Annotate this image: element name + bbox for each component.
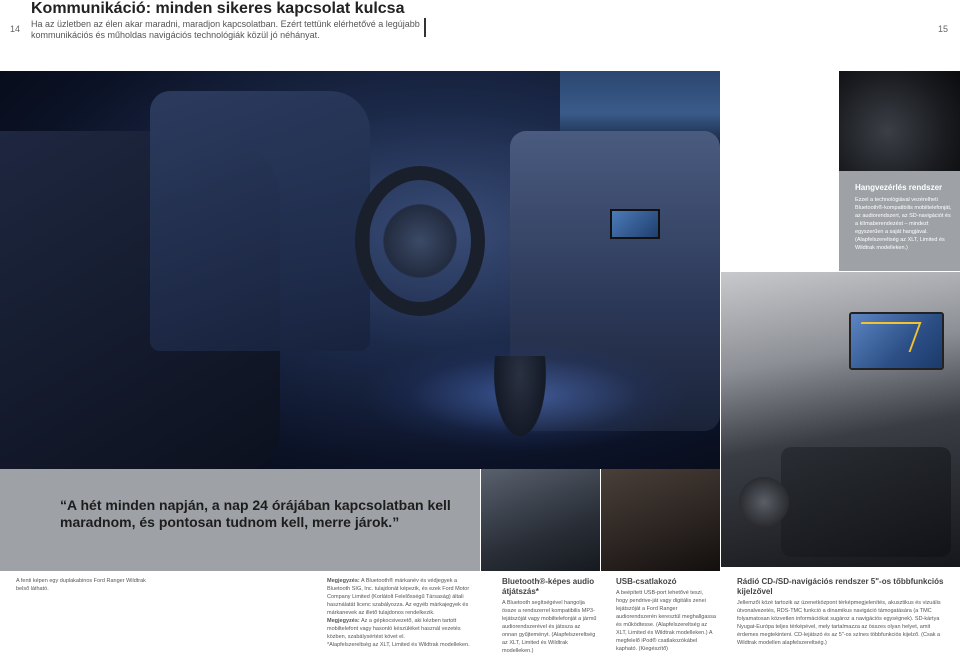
usb-text: A beépített USB-port lehetővé teszi, hogy pendrive-ját vagy digitális zenei lejátszóját a Ford Ranger audiorendszerén keresztül meghallgassa és működtesse. (Alapfelszereltség az XLT, Limited és Wildtrak modelleken.) A megfelelő iPod® csatlakozókábel kapható. (Kiegészítő) — [616, 590, 716, 652]
page-number-left: 14 — [10, 24, 21, 34]
bluetooth-column — [502, 577, 597, 655]
bluetooth-title: Bluetooth®-képes audio átjátszás* — [502, 577, 595, 596]
photo-caption: A fenti képen egy duplakabinos Ford Ranger Wildtrak belső látható. — [16, 578, 146, 592]
quote-text: “A hét minden napján, a nap 24 órájában kapcsolatban kell maradnom, és pontosan tudnom kell, merre járok.” — [60, 497, 451, 530]
usb-port-thumbnail-photo — [601, 469, 720, 571]
radio-column — [737, 577, 947, 647]
voice-control-text: Ezzel a technológiával vezérelheti Bluetooth®-kompatibilis mobiltelefonját, az audiorendszert, az SD-navigációt és a klímaberendezést – mindezt egyszerűen a saját hangjával. (Alapfelszereltség az XLT, Limited és Wildtrak modelleken.) — [855, 197, 952, 251]
radio-title: Rádió CD-/SD-navigációs rendszer 5"-os tőbbfunkciós kijelzővel — [737, 577, 944, 596]
steering-wheel-controls-photo — [839, 71, 960, 171]
usb-title: USB-csatlakozó — [616, 577, 677, 586]
note-text-3: *Alapfelszereltség az XLT, Limited és Wildtrak modelleken. — [327, 642, 470, 648]
radio-text: Jellemzői közé tartozik az üzenetközpont térképmegjelenítés, akusztikus és vizuális útvonalvezetés, RDS-TMC funkció a dinamikus navigáció támogatására (a TMC folyamatosan közvetlen információkat sugároz a navigációs egységnek). SD-kártya Nyugat-Európa teljes térképével, mely tartalmazza az összes olyan helyet, amit érdemes megtekinteni. CD-lejátszó és az 5"-os színes többfunkciós kijelző. (Csak a Wildtrak modellen alapfelszereltség.) — [737, 600, 941, 646]
note-label-1: Megjegyzés: — [327, 578, 360, 584]
note-text-1: A Bluetooth® márkanév és védjegyek a Bluetooth SIG, Inc. tulajdonát képezik, és ezek Ford Motor Company Limited (Korlátolt Felelősségű Társaság) általi használatát licenc szabályozza. Az egyéb márkajegyek és márkanevek az illető tulajdonos rendelkezik. — [327, 578, 470, 616]
note-text-2: Az a gépkocsivezető, aki kézben tartott mobiltelefont vagy hasonló készüléket használ vezetés közben, szabálysértést követ el. — [327, 618, 461, 640]
page-title: Kommunikáció: minden sikeres kapcsolat kulcsa — [31, 0, 405, 17]
page-number-right: 15 — [937, 24, 948, 34]
navigation-system-photo — [721, 272, 960, 567]
header-divider — [424, 18, 426, 37]
page-subtitle: Ha az üzletben az élen akar maradni, maradjon kapcsolatban. Ezért tettünk elérhetővé a legújabb kommunikációs és műholdas navigációs technológiák közül jó néhányat. — [31, 19, 420, 40]
interior-photo — [0, 71, 720, 469]
bluetooth-text: A Bluetooth segítségével hangolja össze a rendszerrel kompatibilis MP3-lejátszóját vagy mobiltelefonját a jármű audiorendszerével és játssza az onnan gyűjteményt. (Alapfelszereltség az XLT, Limited és Wildtrak modelleken.) — [502, 600, 597, 654]
voice-control-box — [839, 171, 960, 271]
notes-column — [327, 577, 477, 649]
dashboard-thumbnail-photo — [481, 469, 600, 571]
voice-control-title: Hangvezérlés rendszer — [855, 183, 943, 192]
usb-column — [616, 577, 716, 653]
note-label-2: Megjegyzés: — [327, 618, 360, 624]
page-header — [31, 0, 431, 41]
